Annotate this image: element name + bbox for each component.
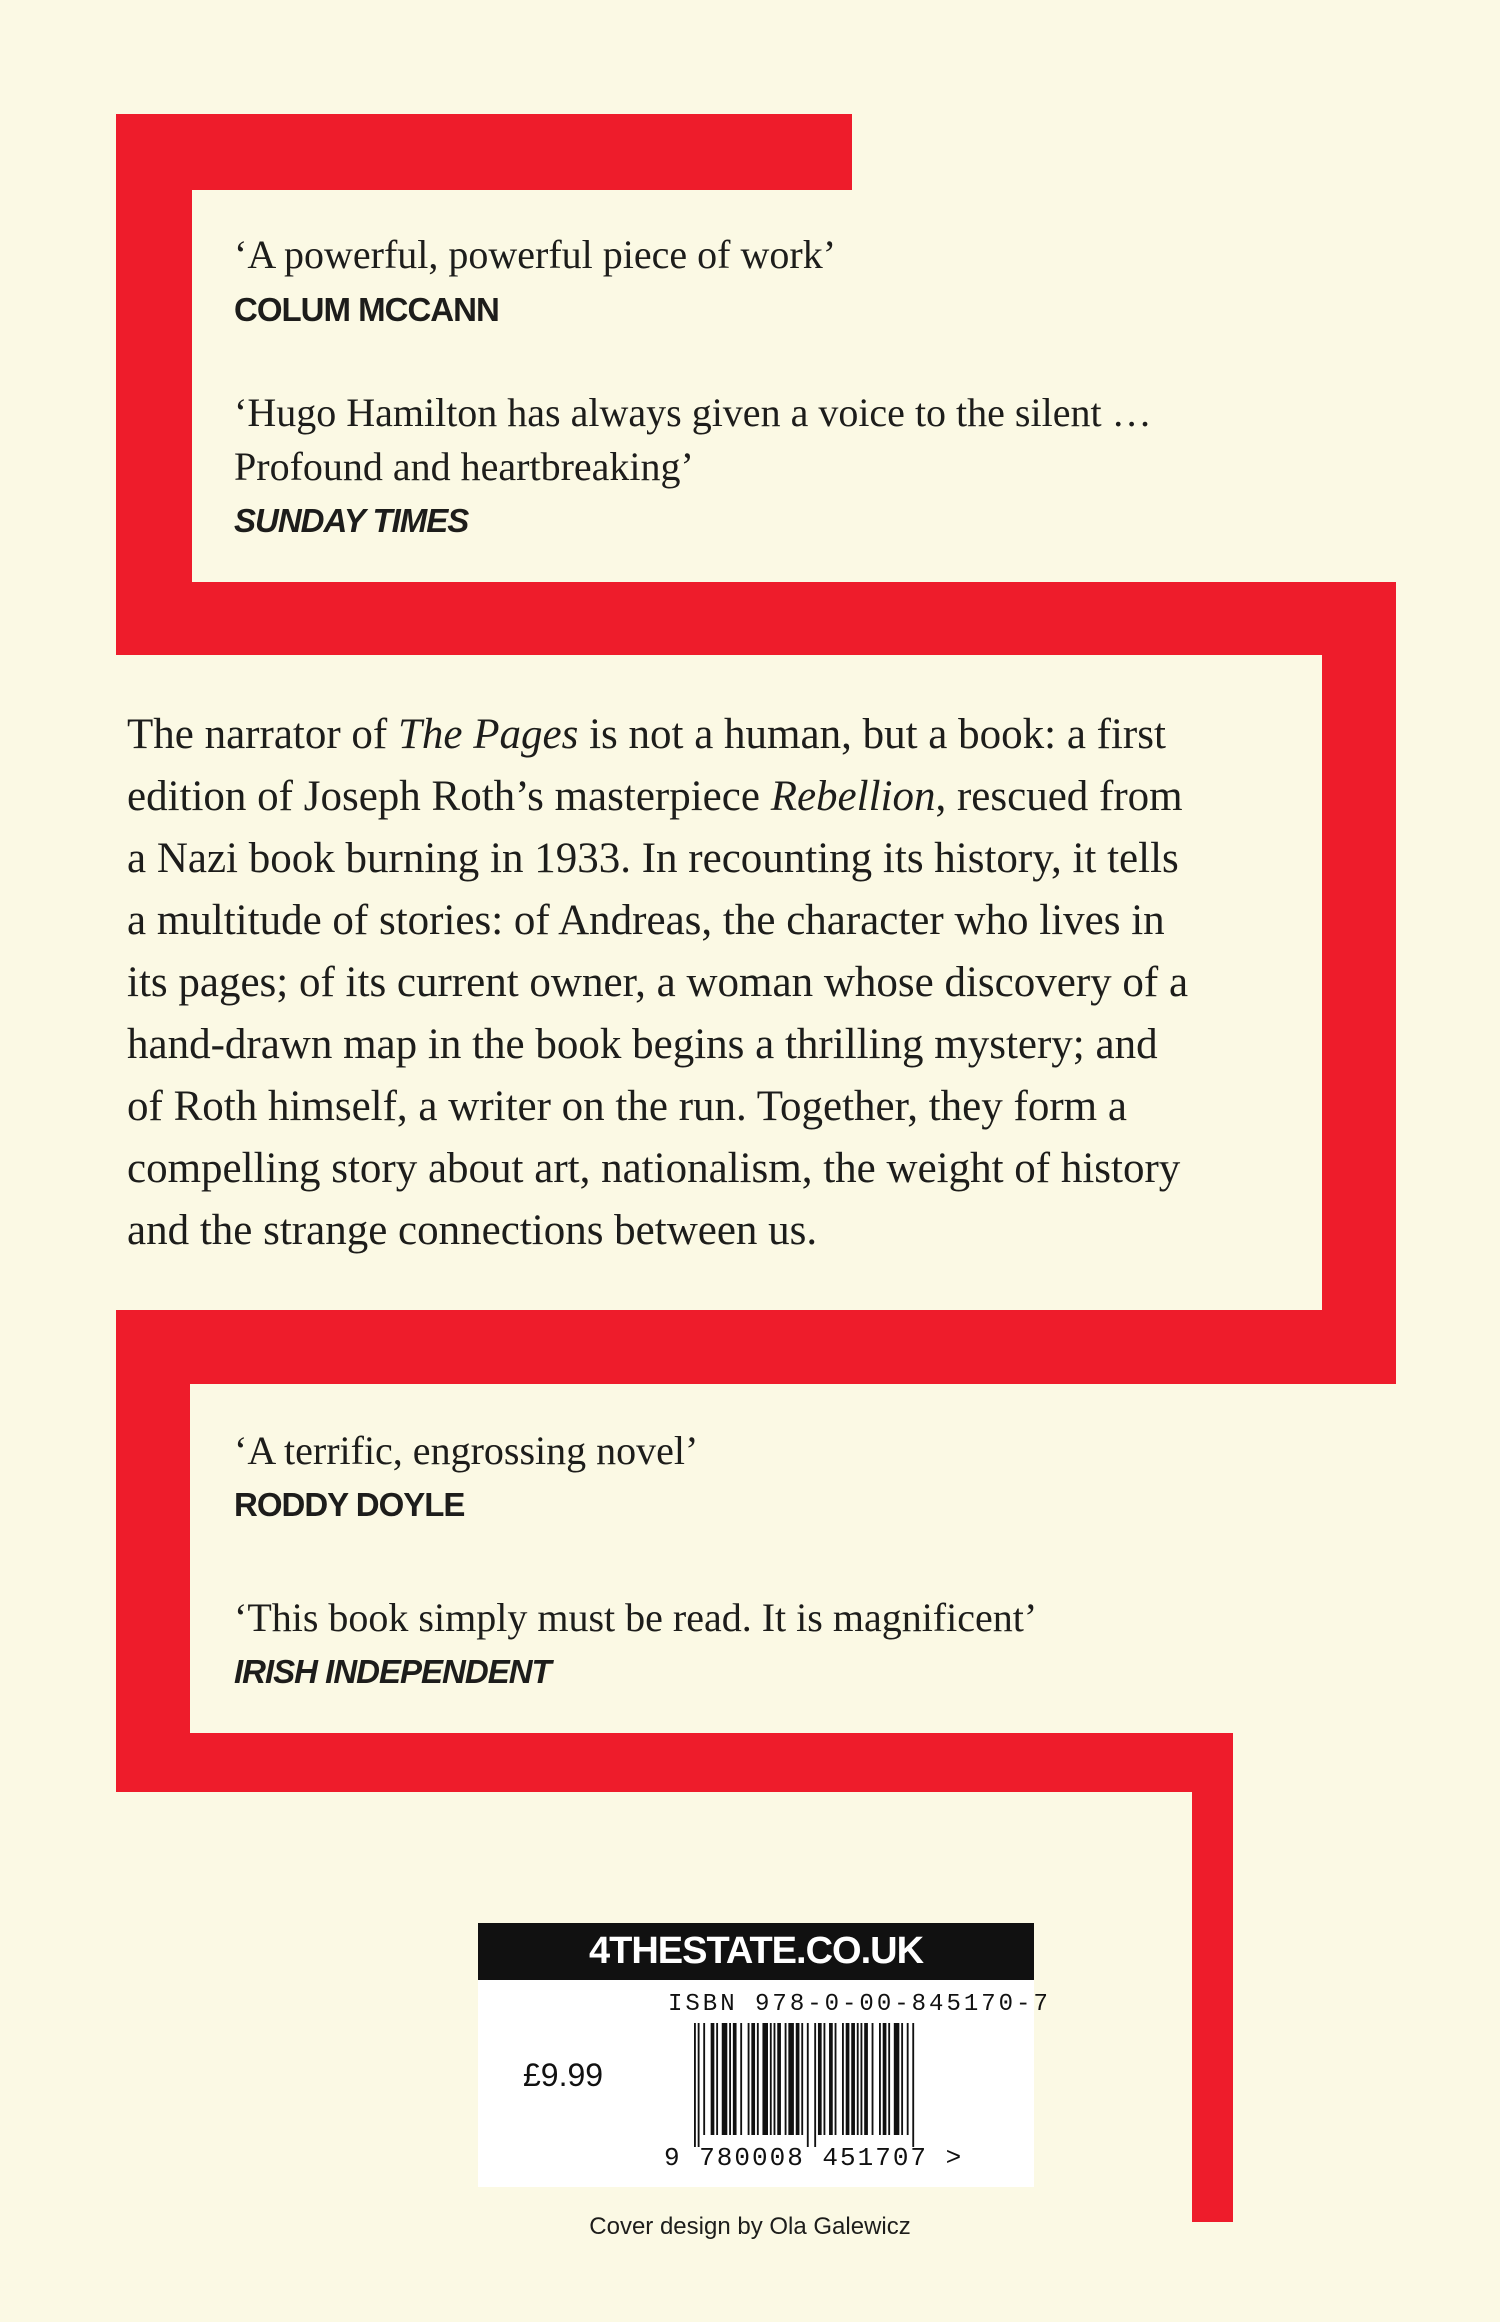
publisher-website: 4THESTATE.CO.UK	[478, 1923, 1034, 1980]
blurb-line: its pages; of its current owner, a woman whose discovery of a	[127, 959, 1189, 1006]
quote-source-4: IRISH INDEPENDENT	[234, 1653, 551, 1690]
blurb-line: hand-drawn map in the book begins a thrilling mystery; and	[127, 1021, 1158, 1068]
quote-text-1: ‘A powerful, powerful piece of work’	[234, 232, 837, 277]
blurb-line: of Roth himself, a writer on the run. Together, they form a	[127, 1083, 1127, 1130]
quote-source-1: COLUM MCCANN	[234, 291, 499, 328]
barcode-digits: 9 780008 451707 >	[664, 2143, 964, 2173]
quote-text-2-line-2: Profound and heartbreaking’	[234, 444, 694, 489]
blurb-line: edition of Joseph Roth’s masterpiece Rebellion, rescued from	[127, 773, 1183, 820]
blurb-line: a Nazi book burning in 1933. In recounting its history, it tells	[127, 835, 1179, 882]
blurb-line: a multitude of stories: of Andreas, the character who lives in	[127, 897, 1165, 944]
quote-source-3: RODDY DOYLE	[234, 1486, 465, 1523]
isbn-label: ISBN 978-0-00-845170-7	[668, 1991, 1051, 2018]
blurb-paragraph	[127, 704, 1247, 1262]
blurb-line: compelling story about art, nationalism, the weight of history	[127, 1145, 1181, 1192]
blurb-line: and the strange connections between us.	[127, 1207, 818, 1254]
barcode-panel	[478, 1923, 1051, 2187]
barcode-icon	[694, 2023, 994, 2147]
blurb-line: The narrator of The Pages is not a human, but a book: a first	[127, 711, 1166, 758]
quote-text-2-line-1: ‘Hugo Hamilton has always given a voice to the silent …	[234, 390, 1152, 435]
quote-source-2: SUNDAY TIMES	[234, 502, 469, 539]
cover-design-credit: Cover design by Ola Galewicz	[589, 2213, 911, 2240]
quote-text-4: ‘This book simply must be read. It is magnificent’	[234, 1595, 1038, 1640]
quote-text-3: ‘A terrific, engrossing novel’	[234, 1428, 699, 1473]
price-label: £9.99	[523, 2057, 604, 2093]
